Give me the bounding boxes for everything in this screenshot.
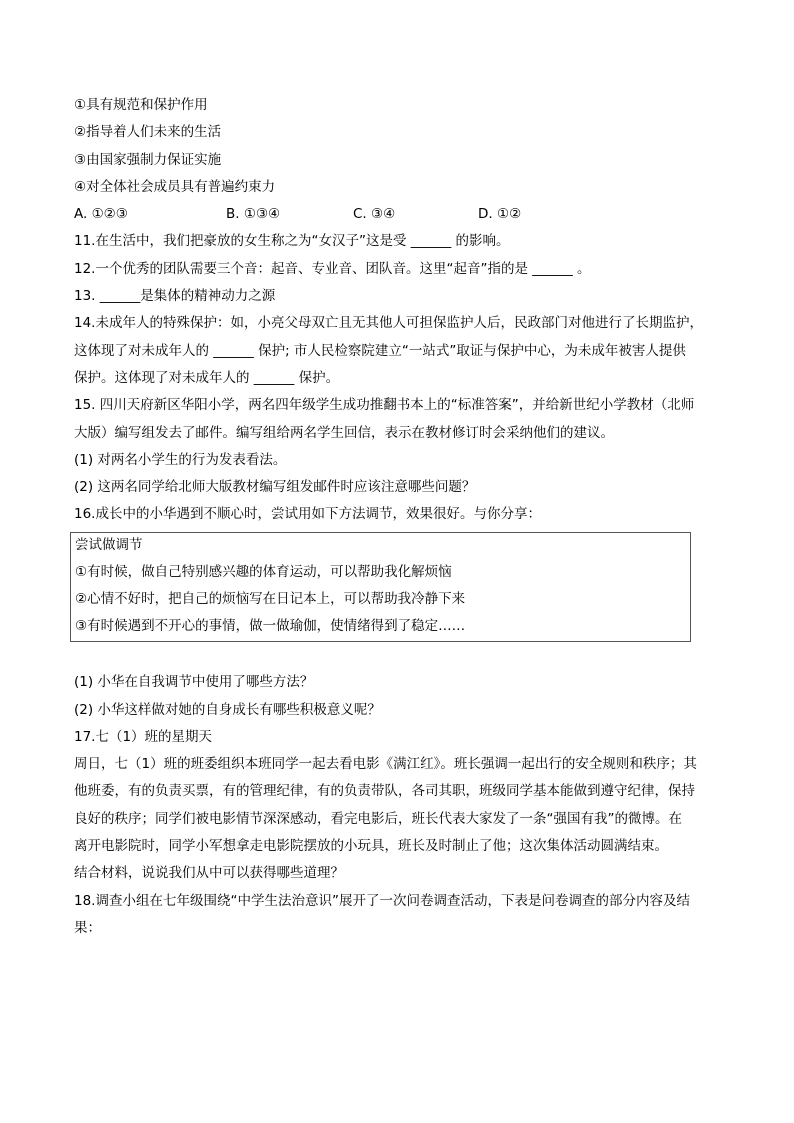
- question-11: 11.在生活中，我们把豪放的女生称之为“女汉子”这是受 ______ 的影响。: [74, 233, 510, 249]
- box-line: ②心情不好时，把自己的烦恼写在日记本上，可以帮助我冷静下来: [75, 591, 466, 607]
- question-18-line: 18.调查小组在七年级围绕“中学生法治意识”展开了一次问卷调查活动，下表是问卷调查的部分内容及结: [74, 893, 690, 909]
- answer-choices: [74, 205, 714, 223]
- question-17-line: 周日，七（1）班的班委组织本班同学一起去看电影《满江红》。班长强调一起出行的安全规则和秩序；其: [74, 756, 697, 772]
- question-15-line: 大版）编写组发去了邮件。编写组给两名学生回信，表示在教材修订时会采纳他们的建议。: [74, 425, 614, 441]
- question-15-sub-2: (2) 这两名同学给北师大版教材编写组发邮件时应该注意哪些问题？: [74, 479, 476, 495]
- material-box: [70, 532, 691, 642]
- question-17-line: 他班委，有的负责买票，有的管理纪律，有的负责带队，各司其职，班级同学基本能做到遵守纪律，保持: [74, 783, 695, 799]
- question-15-sub-1: (1) 对两名小学生的行为发表看法。: [74, 452, 287, 468]
- question-17-prompt: 结合材料，说说我们从中可以获得哪些道理？: [74, 865, 344, 881]
- choice-b: B. ①③④: [226, 206, 281, 222]
- box-line: ③有时候遇到不开心的事情，做一做瑜伽，使情绪得到了稳定……: [75, 618, 466, 634]
- statement-3: ③由国家强制力保证实施: [74, 152, 222, 168]
- question-18-line: 果：: [74, 920, 101, 936]
- question-12: 12.一个优秀的团队需要三个音：起音、专业音、团队音。这里“起音”指的是 ______ 。: [74, 261, 591, 277]
- question-16-intro: 16.成长中的小华遇到不顺心时，尝试用如下方法调节，效果很好。与你分享：: [74, 506, 541, 522]
- box-line: ①有时候，做自己特别感兴趣的体育运动，可以帮助我化解烦恼: [75, 564, 452, 580]
- choice-c: C. ③④: [353, 206, 396, 222]
- statement-2: ②指导着人们未来的生活: [74, 124, 222, 140]
- statement-1: ①具有规范和保护作用: [74, 97, 208, 113]
- choice-a: A. ①②③: [74, 206, 128, 222]
- question-17-line: 离开电影院时，同学小军想拿走电影院摆放的小玩具，班长及时制止了他；这次集体活动圆满结束。: [74, 838, 668, 854]
- question-17-title: 17.七（1）班的星期天: [74, 729, 213, 745]
- box-title: 尝试做调节: [75, 537, 143, 553]
- question-14-line: 14.未成年人的特殊保护：如，小亮父母双亡且无其他人可担保监护人后，民政部门对他进行了长期监护，: [74, 315, 703, 331]
- choice-d: D. ①②: [478, 206, 522, 222]
- question-14-line: 保护。这体现了对未成年人的 ______ 保护。: [74, 370, 340, 386]
- statement-4: ④对全体社会成员具有普遍约束力: [74, 179, 276, 195]
- question-14-line: 这体现了对未成年人的 ______ 保护; 市人民检察院建立“一站式”取证与保护中心，为未成年被害人提供: [74, 343, 686, 359]
- question-17-line: 良好的秩序；同学们被电影情节深深感动，看完电影后，班长代表大家发了一条“强国有我”的微博。在: [74, 811, 682, 827]
- question-16-sub-2: (2) 小华这样做对她的自身成长有哪些积极意义呢？: [74, 702, 381, 718]
- question-16-sub-1: (1) 小华在自我调节中使用了哪些方法？: [74, 674, 314, 690]
- question-13: 13. ______是集体的精神动力之源: [74, 288, 276, 304]
- question-15-line: 15. 四川天府新区华阳小学，两名四年级学生成功推翻书本上的“标准答案”，并给新世纪小学教材（北师: [74, 397, 695, 413]
